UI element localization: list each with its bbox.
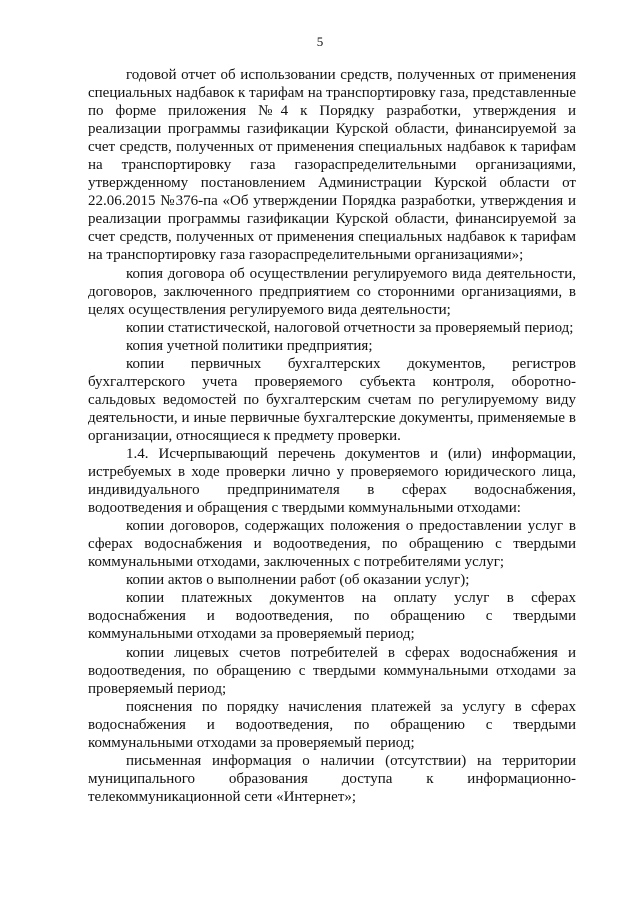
document-body (88, 66, 576, 806)
paragraph-payment-documents: копии платежных документов на оплату услуг в сферах водоснабжения и водоотведения, по обращению с твердыми коммунальными отходами за проверяемый период; (88, 590, 576, 643)
page-number: 5 (316, 34, 324, 49)
paragraph-billing-explanations: пояснения по порядку начисления платежей за услугу в сферах водоснабжения и водоотведения, по обращению с твердыми коммунальными отходами за проверяемый период; (88, 698, 576, 751)
paragraph-primary-documents: копии первичных бухгалтерских документов, регистров бухгалтерского учета проверяемого субъекта контроля, оборотно-сальдовых ведомостей по бухгалтерским счетам по регулируемому виду деятельности, и иные первичные бухгалтерские документы, применяемые в организации, относящиеся к предмету проверки. (88, 355, 576, 444)
paragraph-accounting-policy: копия учетной политики предприятия; (126, 337, 373, 354)
paragraph-annual-report: годовой отчет об использовании средств, полученных от применения специальных надбавок к тарифам на транспортировку газа, представленные по форме приложения №4 к Порядку разработки, утверждения и реализации программы газификации Курской области, финансируемой за счет средств, полученных от применения специальных надбавок к тарифам на транспортировку газа газораспределительными организациями, утвержденному постановлением Администрации Курской области от 22.06.2015 №376-па «Об утверждении Порядка разработки, утверждения и реализации программы газификации Курской области, финансируемой за счет средств, полученных от применения специальных надбавок к тарифам на транспортировку газа газораспределительными организациями»; (88, 67, 576, 264)
paragraph-contract-copy: копия договора об осуществлении регулируемого вида деятельности, договоров, заключенного предприятием со сторонними организациями, в целях осуществления регулируемого вида деятельности; (88, 265, 576, 318)
paragraph-service-contracts: копии договоров, содержащих положения о предоставлении услуг в сферах водоснабжения и водоотведения, по обращению с твердыми коммунальными отходами, заключенных с потребителями услуг; (88, 518, 576, 571)
paragraph-internet-access-info: письменная информация о наличии (отсутствии) на территории муниципального образования доступа к информационно-телекоммуникационной сети «Интернет»; (88, 752, 576, 805)
paragraph-personal-accounts: копии лицевых счетов потребителей в сферах водоснабжения и водоотведения, по обращению с твердыми коммунальными отходами за проверяемый период; (88, 644, 576, 697)
paragraph-work-acts: копии актов о выполнении работ (об оказании услуг); (126, 572, 470, 589)
paragraph-section-1-4: 1.4. Исчерпывающий перечень документов и (или) информации, истребуемых в ходе проверки лично у проверяемого юридического лица, индивидуального предпринимателя в сферах водоснабжения, водоотведения и обращения с твердыми коммунальными отходами: (88, 445, 576, 517)
paragraph-statistical-reports: копии статистической, налоговой отчетности за проверяемый период; (126, 319, 574, 336)
